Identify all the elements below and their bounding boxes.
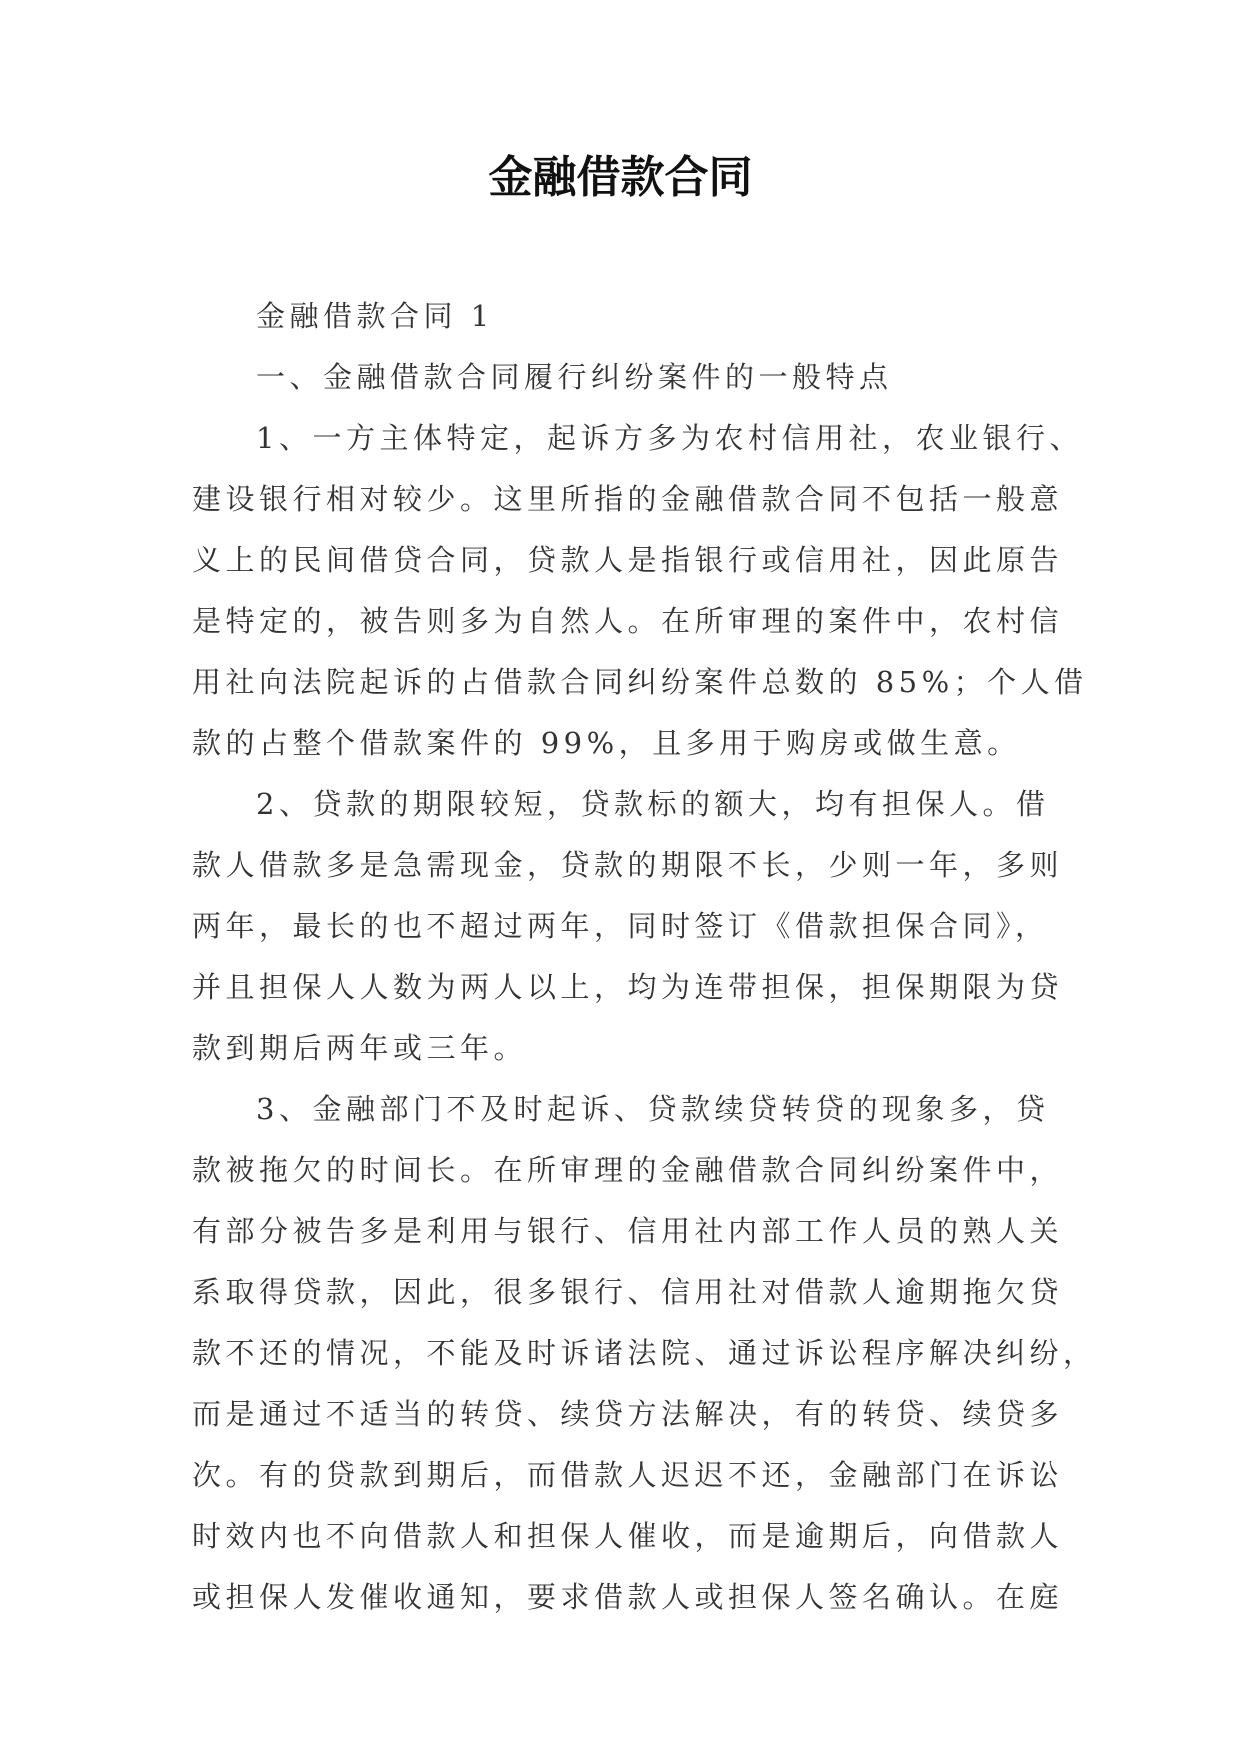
document-body [192, 286, 1097, 1628]
text-line: 用社向法院起诉的占借款合同纠纷案件总数的 85%；个人借 [192, 665, 1088, 699]
text-line: 或担保人发催收通知，要求借款人或担保人签名确认。在庭 [192, 1580, 1064, 1614]
document-title: 金融借款合同 [488, 152, 753, 203]
text-line: 而是通过不适当的转贷、续贷方法解决，有的转贷、续贷多 [192, 1397, 1064, 1431]
text-line: 款到期后两年或三年。 [192, 1031, 528, 1065]
text-line: 1、一方主体特定，起诉方多为农村信用社，农业银行、 [256, 421, 1083, 455]
text-line: 款人借款多是急需现金，贷款的期限不长，少则一年，多则 [192, 848, 1064, 882]
text-line: 时效内也不向借款人和担保人催收，而是逾期后，向借款人 [192, 1519, 1064, 1553]
text-line: 是特定的，被告则多为自然人。在所审理的案件中，农村信 [192, 604, 1064, 638]
text-line: 款被拖欠的时间长。在所审理的金融借款合同纠纷案件中， [192, 1153, 1064, 1187]
text-line: 系取得贷款，因此，很多银行、信用社对借款人逾期拖欠贷 [192, 1275, 1064, 1309]
text-line: 款不还的情况，不能及时诉诸法院、通过诉讼程序解决纠纷， [192, 1336, 1097, 1370]
text-line: 有部分被告多是利用与银行、信用社内部工作人员的熟人关 [192, 1214, 1064, 1248]
text-line: 并且担保人人数为两人以上，均为连带担保，担保期限为贷 [192, 970, 1064, 1004]
text-line: 义上的民间借贷合同，贷款人是指银行或信用社，因此原告 [192, 543, 1064, 577]
text-line: 次。有的贷款到期后，而借款人迟迟不还，金融部门在诉讼 [192, 1458, 1064, 1492]
text-line: 建设银行相对较少。这里所指的金融借款合同不包括一般意 [192, 482, 1064, 516]
text-line: 一、金融借款合同履行纠纷案件的一般特点 [256, 360, 893, 394]
text-line: 金融借款合同 1 [256, 299, 494, 333]
text-line: 3、金融部门不及时起诉、贷款续贷转贷的现象多，贷 [256, 1092, 1050, 1126]
text-line: 2、贷款的期限较短，贷款标的额大，均有担保人。借 [256, 787, 1050, 821]
text-line: 款的占整个借款案件的 99%，且多用于购房或做生意。 [192, 726, 1021, 760]
text-line: 两年，最长的也不超过两年，同时签订《借款担保合同》， [192, 909, 1049, 943]
